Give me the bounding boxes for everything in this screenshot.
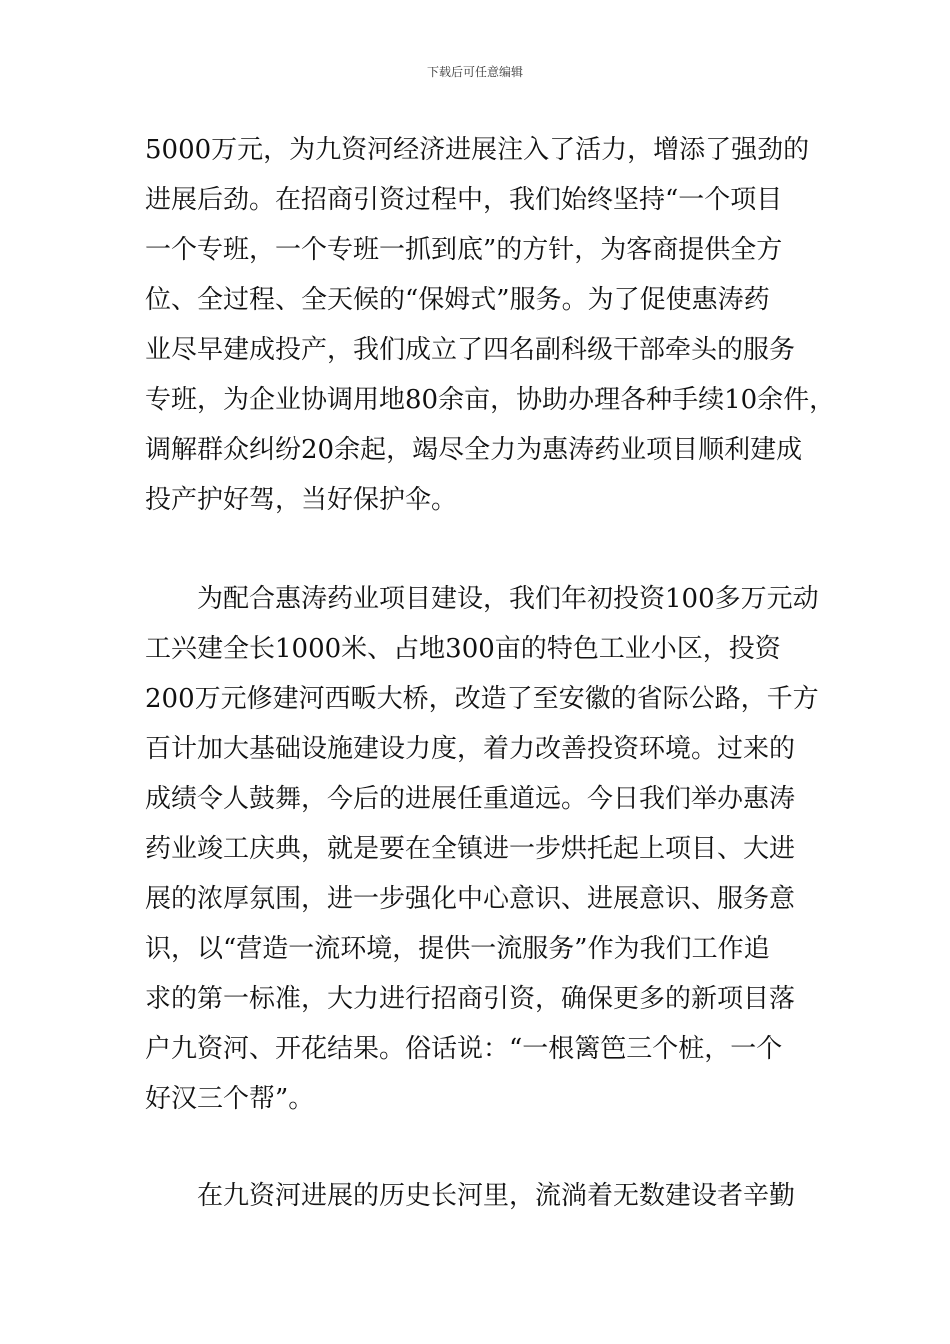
- paragraph-3-line-1: 在九资河进展的历史长河里，流淌着无数建设者辛勤: [197, 1181, 796, 1211]
- paragraph-1-line-4: 位、全过程、全天候的“保姆式”服务。为了促使惠涛药: [145, 285, 770, 315]
- paragraph-1-line-5: 业尽早建成投产，我们成立了四名副科级干部牵头的服务: [145, 335, 796, 365]
- paragraph-2-line-5: 成绩令人鼓舞，今后的进展任重道远。今日我们举办惠涛: [145, 784, 796, 814]
- paragraph-2-line-2: 工兴建全长1000米、占地300亩的特色工业小区，投资: [145, 634, 781, 664]
- paragraph-2-line-7: 展的浓厚氛围，进一步强化中心意识、进展意识、服务意: [145, 884, 796, 914]
- paragraph-2-line-8: 识，以“营造一流环境，提供一流服务”作为我们工作追: [145, 934, 770, 964]
- paragraph-1-line-7: 调解群众纠纷20余起，竭尽全力为惠涛药业项目顺利建成: [145, 435, 803, 465]
- paragraph-2-line-9: 求的第一标准，大力进行招商引资，确保更多的新项目落: [145, 984, 796, 1014]
- paragraph-2-line-3: 200万元修建河西畈大桥，改造了至安徽的省际公路，千方: [145, 684, 819, 714]
- paragraph-1-line-1: 5000万元，为九资河经济进展注入了活力，增添了强劲的: [145, 135, 810, 165]
- paragraph-1-line-3: 一个专班，一个专班一抓到底”的方针，为客商提供全方: [145, 235, 783, 265]
- paragraph-2-line-11: 好汉三个帮”。: [145, 1084, 315, 1114]
- paragraph-2-line-4: 百计加大基础设施建设力度，着力改善投资环境。过来的: [145, 734, 796, 764]
- page-header: 下载后可任意编辑: [426, 65, 523, 79]
- paragraph-1-line-6: 专班，为企业协调用地80余亩，协助办理各种手续10余件，: [145, 385, 836, 415]
- paragraph-2-line-6: 药业竣工庆典，就是要在全镇进一步烘托起上项目、大进: [145, 834, 796, 864]
- paragraph-2-line-10: 户九资河、开花结果。俗话说：“一根篱笆三个桩，一个: [145, 1034, 783, 1064]
- paragraph-2-line-1: 为配合惠涛药业项目建设，我们年初投资100多万元动: [197, 584, 819, 614]
- paragraph-1-line-2: 进展后劲。在招商引资过程中，我们始终坚持“一个项目: [145, 185, 783, 215]
- paragraph-1-line-8: 投产护好驾，当好保护伞。: [145, 485, 458, 515]
